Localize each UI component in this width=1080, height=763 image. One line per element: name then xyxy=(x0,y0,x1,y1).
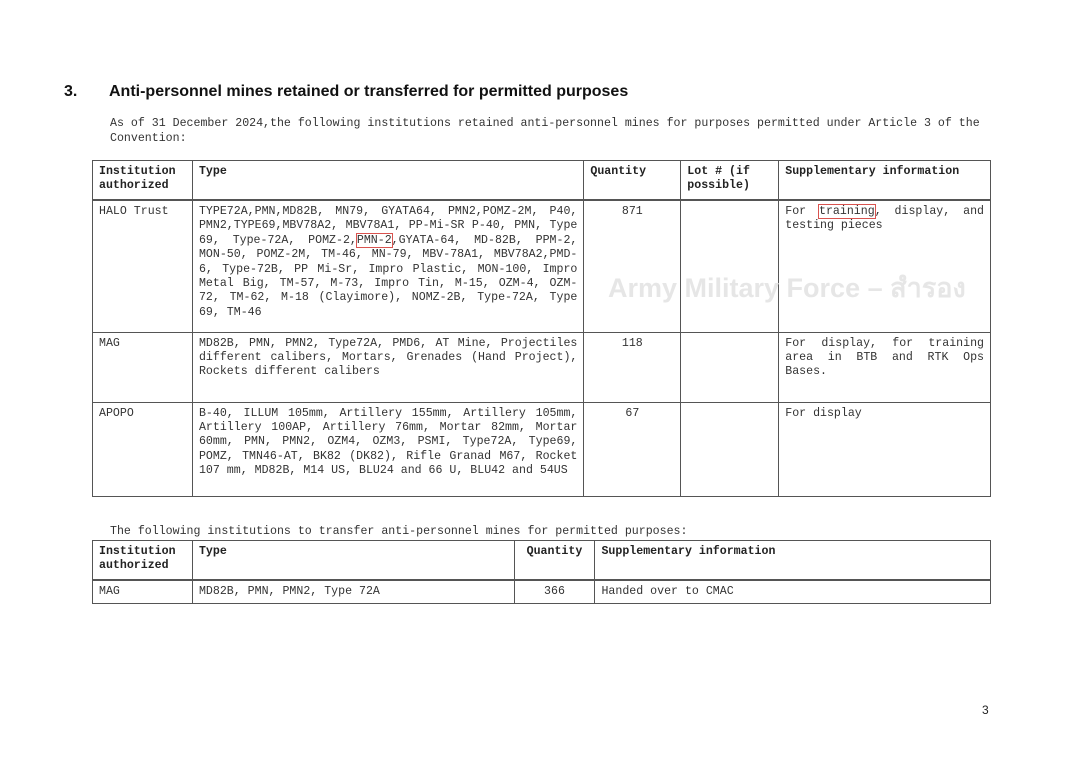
retained-mines-table xyxy=(92,160,991,497)
cell-supplementary: For display, for training area in BTB and RTK Ops Bases. xyxy=(779,332,991,402)
cell-type: MD82B, PMN, PMN2, Type72A, PMD6, AT Mine, Projectiles different calibers, Mortars, Grenades (Hand Project), Rockets different calibers xyxy=(192,332,583,402)
header-lot: Lot # (if possible) xyxy=(681,161,779,201)
cell-lot xyxy=(681,200,779,332)
table-row xyxy=(93,580,991,604)
transfer-intro: The following institutions to transfer anti-personnel mines for permitted purposes: xyxy=(110,525,688,538)
cell-supplementary: Handed over to CMAC xyxy=(595,580,991,604)
cell-quantity: 118 xyxy=(584,332,681,402)
table-header-row xyxy=(93,541,991,581)
cell-supplementary: For training, display, and testing pieces xyxy=(779,200,991,332)
page-number: 3 xyxy=(982,703,989,717)
table-row xyxy=(93,332,991,402)
cell-type: TYPE72A,PMN,MD82B, MN79, GYATA64, PMN2,POMZ-2M, P40, PMN2,TYPE69,MBV78A2, MBV78A1, PP-Mi-SR P-40, PMN, Type 69, Type-72A, POMZ-2,PMN-2,GYATA-64, MD-82B, PPM-2, MON-50, POMZ-2M, TM-46, MN-79, MBV-78A1, MBV78A2,PMD-6, Type-72B, PP Mi-Sr, Impro Plastic, MON-100, Impro Metal Big, TM-57, M-73, Impro Tin, M-15, OZM-4, OZM-72, TM-62, M-18 (Clayimore), NOMZ-2B, Type-72A, Type 69, TM-46 xyxy=(192,200,583,332)
header-type: Type xyxy=(192,541,514,581)
header-institution: Institution authorized xyxy=(93,541,193,581)
header-type: Type xyxy=(192,161,583,201)
cell-type: MD82B, PMN, PMN2, Type 72A xyxy=(192,580,514,604)
table-header-row xyxy=(93,161,991,201)
intro-paragraph: As of 31 December 2024,the following institutions retained anti-personnel mines for purposes permitted under Article 3 of the Convention: xyxy=(110,117,980,145)
highlighted-text: training xyxy=(819,205,875,218)
cell-institution: HALO Trust xyxy=(93,200,193,332)
cell-quantity: 871 xyxy=(584,200,681,332)
section-number: 3. xyxy=(64,83,78,100)
cell-quantity: 67 xyxy=(584,402,681,496)
section-title: Anti-personnel mines retained or transferred for permitted purposes xyxy=(109,83,629,100)
watermark: Army Military Force – สำรอง xyxy=(608,273,966,303)
table-row xyxy=(93,200,991,332)
header-supplementary: Supplementary information xyxy=(779,161,991,201)
table-row xyxy=(93,402,991,496)
cell-institution: APOPO xyxy=(93,402,193,496)
cell-type: B-40, ILLUM 105mm, Artillery 155mm, Artillery 105mm, Artillery 100AP, Artillery 76mm, Mortar 82mm, Mortar 60mm, PMN, PMN2, OZM4, OZM3, PSMI, Type72A, Type69, POMZ, TMN46-AT, BK82 (DK82), Rifle Granad M67, Rocket 107 mm, MD82B, M14 US, BLU24 and 66 U, BLU42 and 54US xyxy=(192,402,583,496)
header-quantity: Quantity xyxy=(514,541,595,581)
header-supplementary: Supplementary information xyxy=(595,541,991,581)
cell-lot xyxy=(681,332,779,402)
cell-institution: MAG xyxy=(93,580,193,604)
header-quantity: Quantity xyxy=(584,161,681,201)
transfer-mines-table xyxy=(92,540,991,604)
cell-institution: MAG xyxy=(93,332,193,402)
highlighted-text: PMN-2 xyxy=(356,233,392,247)
header-institution: Institution authorized xyxy=(93,161,193,201)
cell-lot xyxy=(681,402,779,496)
cell-quantity: 366 xyxy=(514,580,595,604)
cell-supplementary: For display xyxy=(779,402,991,496)
